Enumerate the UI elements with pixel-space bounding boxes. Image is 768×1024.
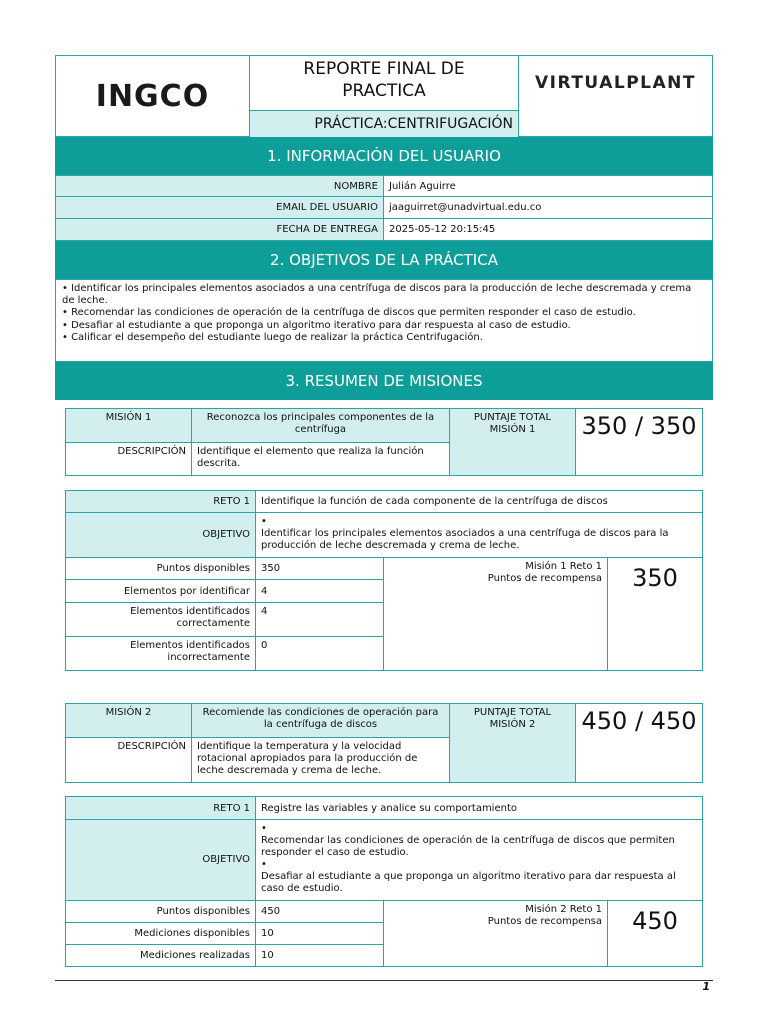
report-title-line2: PRACTICA [342,81,426,101]
user-name-label: NOMBRE [55,175,384,197]
m2-reward-line2: Puntos de recompensa [487,916,602,927]
m1-incorrect-label: Elementos identificados incorrectamente [65,636,256,671]
footer-rule [55,980,713,981]
m1-objective [255,512,703,558]
m2-objective-label-text: OBJETIVO [202,854,250,865]
mission2-name: Recomiende las condiciones de operación para la centrífuga de discos [191,703,450,738]
report-title-line1: REPORTE FINAL DE [303,59,465,79]
objective-item: • Recomendar las condiciones de operación de la centrífuga de discos que permiten responder el caso de estudio. [62,307,636,319]
m2-objective-bullet: • [261,859,267,870]
user-email-label: EMAIL DEL USUARIO [55,196,384,219]
section3-title: 3. RESUMEN DE MISIONES [285,372,483,390]
m2-objective-label [65,819,256,901]
user-email-value: jaaguirret@unadvirtual.edu.co [383,196,713,219]
mission2-desc: Identifique la temperatura y la velocidad rotacional apropiados para la producción de leche descremada y crema de leche. [191,737,450,783]
m2-measurements-done-value: 10 [255,944,384,967]
m1-objective-bullet: • [261,516,267,527]
page-number: 1 [702,980,710,993]
m2-available-measurements-value: 10 [255,922,384,945]
m2-measurements-done-label: Mediciones realizadas [65,944,256,967]
m2-objective [255,819,703,901]
m2-reward-points: 450 [632,907,678,935]
m1-correct-label: Elementos identificados correctamente [65,602,256,637]
delivery-date-label: FECHA DE ENTREGA [55,218,384,241]
objectives-box [55,279,713,362]
objective-item: • Calificar el desempeño del estudiante luego de realizar la práctica Centrifugación. [62,331,483,343]
section3-header [55,362,713,400]
mission1-desc: Identifique el elemento que realiza la función descrita. [191,442,450,476]
report-title [250,58,518,108]
m2-available-points-label: Puntos disponibles [65,900,256,923]
mission1-desc-label: DESCRIPCIÓN [65,442,192,476]
m2-available-points-value: 450 [255,900,384,923]
mission1-score: 350 / 350 [581,412,697,440]
m2-objective-text: Desafiar al estudiante a que proponga un algoritmo iterativo para dar respuesta al caso de estudio. [261,871,676,894]
user-name-value: Julián Aguirre [383,175,713,197]
mission1-score-label: PUNTAJE TOTAL MISIÓN 1 [449,408,576,476]
objective-item: • Identificar los principales elementos asociados a una centrífuga de discos para la producción de leche descremada y crema de leche. [62,283,692,307]
mission1-score-box [575,408,703,476]
m1-elements-to-identify-label: Elementos por identificar [65,579,256,603]
mission2-label: MISIÓN 2 [65,703,192,738]
mission1-label: MISIÓN 1 [65,408,192,443]
objective-item: • Desafiar al estudiante a que proponga un algoritmo iterativo para dar respuesta al caso de estudio. [62,319,571,331]
section2-header [55,241,713,279]
m1-objective-text: Identificar los principales elementos asociados a una centrífuga de discos para la producción de leche descremada y crema de leche. [261,528,669,551]
virtualplant-logo [519,56,712,110]
m2-reward-line1: Misión 2 Reto 1 [525,904,602,915]
m2-reto-label: RETO 1 [65,796,256,820]
mission2-score-label: PUNTAJE TOTAL MISIÓN 2 [449,703,576,783]
m2-objective-text: Recomendar las condiciones de operación de la centrífuga de discos que permiten responder el caso de estudio. [261,835,675,858]
ingco-logo-text: INGCO [95,78,210,114]
section1-header [55,137,713,175]
m1-reward-points: 350 [632,564,678,592]
m1-reward-line2: Puntos de recompensa [487,573,602,584]
m2-available-measurements-label: Mediciones disponibles [65,922,256,945]
delivery-date-value: 2025-05-12 20:15:45 [383,218,713,241]
virtualplant-logo-text: VIRTUALPLANT [535,73,696,93]
m1-available-points-label: Puntos disponibles [65,557,256,580]
m1-correct-value: 4 [255,602,384,637]
m1-reto-label: RETO 1 [65,490,256,513]
m1-reto-name: Identifique la función de cada componente de la centrífuga de discos [255,490,703,513]
mission2-desc-label: DESCRIPCIÓN [65,737,192,783]
m1-reward-line1: Misión 1 Reto 1 [525,561,602,572]
section1-title: 1. INFORMACIÓN DEL USUARIO [267,147,501,165]
mission2-score-box [575,703,703,783]
section2-title: 2. OBJETIVOS DE LA PRÁCTICA [270,251,498,269]
m1-elements-to-identify-value: 4 [255,579,384,603]
m2-reto-name: Registre las variables y analice su comportamiento [255,796,703,820]
mission2-score: 450 / 450 [581,707,697,735]
m1-reward-box [607,557,703,671]
m1-incorrect-value: 0 [255,636,384,671]
m1-available-points-value: 350 [255,557,384,580]
mission1-name: Reconozca los principales componentes de la centrífuga [191,408,450,443]
m1-objective-label [65,512,256,558]
m1-reward-label [383,557,608,671]
m2-reward-box [607,900,703,967]
m1-objective-label-text: OBJETIVO [202,529,250,540]
m2-objective-bullet: • [261,823,267,834]
m2-reward-label [383,900,608,967]
ingco-logo [56,56,249,136]
practice-title: PRÁCTICA:CENTRIFUGACIÓN [314,116,513,132]
practice-banner [250,110,519,137]
